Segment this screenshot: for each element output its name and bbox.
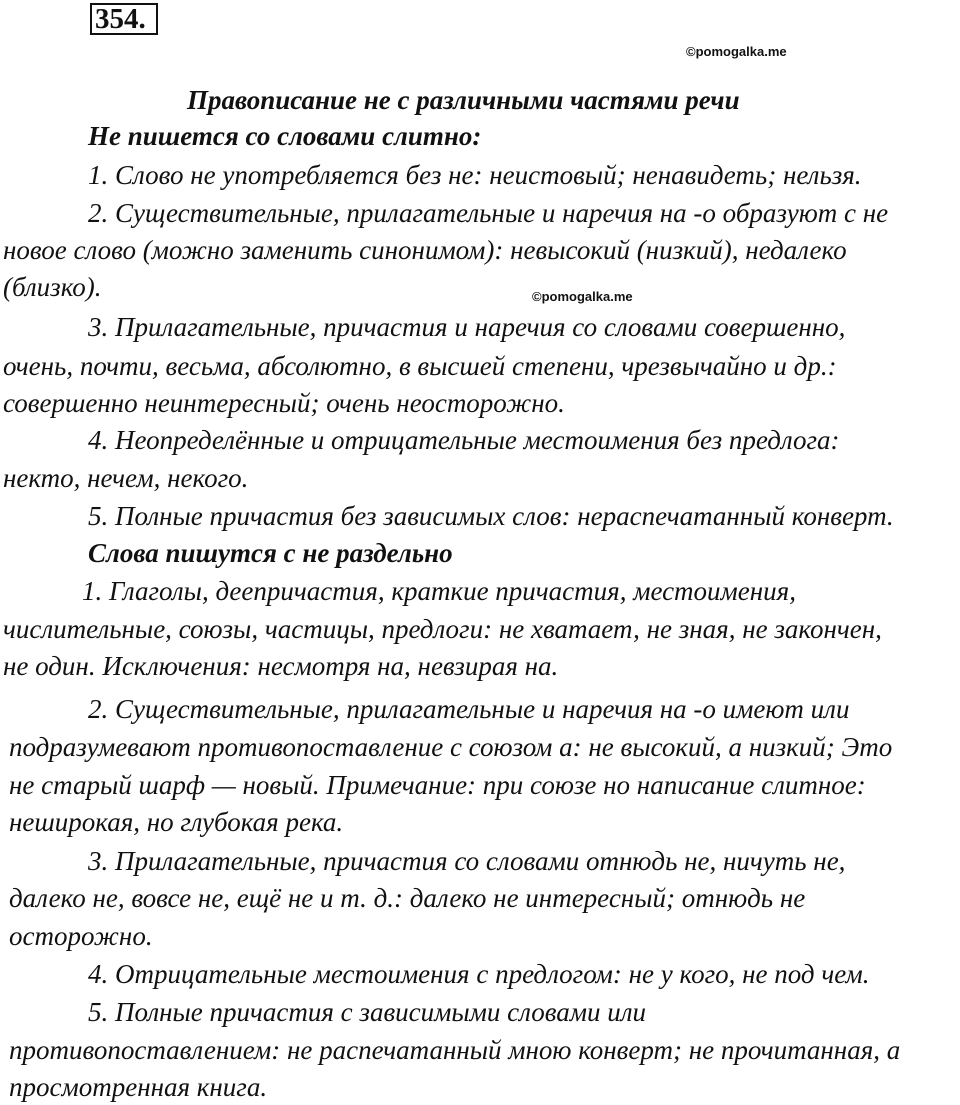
text-line: числительные, союзы, частицы, предлоги: не хватает, не зная, не закончен, <box>3 614 882 644</box>
text-line: неширокая, но глубокая река. <box>9 807 344 837</box>
text-line: 1. Глаголы, деепричастия, краткие причастия, местоимения, <box>82 576 796 606</box>
text-line: новое слово (можно заменить синонимом): невысокий (низкий), недалеко <box>3 235 847 265</box>
text-line: далеко не, вовсе не, ещё не и т. д.: далеко не интересный; отнюдь не <box>9 883 806 913</box>
document-title: Правописание не с различными частями речи <box>187 85 740 115</box>
text-line: некто, нечем, некого. <box>3 463 249 493</box>
watermark: ©pomogalka.me <box>686 44 787 59</box>
text-line: не старый шарф — новый. Примечание: при союзе но написание слитное: <box>9 770 866 800</box>
text-line: подразумевают противопоставление с союзом а: не высокий, а низкий; Это <box>9 732 893 762</box>
section-heading: Не пишется со словами слитно: <box>88 121 482 151</box>
text-line: совершенно неинтересный; очень неосторожно. <box>3 388 565 418</box>
text-line: 5. Полные причастия с зависимыми словами или <box>88 997 647 1027</box>
text-line: 2. Существительные, прилагательные и наречия на -о образуют с не <box>88 198 889 228</box>
text-line: 4. Отрицательные местоимения с предлогом: не у кого, не под чем. <box>88 959 870 989</box>
watermark: ©pomogalka.me <box>532 289 633 304</box>
section-heading: Слова пишутся с не раздельно <box>88 538 453 568</box>
text-line: 1. Слово не употребляется без не: неистовый; ненавидеть; нельзя. <box>88 160 862 190</box>
text-line: 2. Существительные, прилагательные и наречия на -о имеют или <box>88 694 850 724</box>
text-line: очень, почти, весьма, абсолютно, в высшей степени, чрезвычайно и др.: <box>3 351 837 381</box>
text-line: 4. Неопределённые и отрицательные местоимения без предлога: <box>88 425 840 455</box>
text-line: 5. Полные причастия без зависимых слов: нераспечатанный конверт. <box>88 501 894 531</box>
text-line: просмотренная книга. <box>9 1072 268 1102</box>
exercise-number: 354. <box>90 3 158 35</box>
text-line: 3. Прилагательные, причастия со словами отнюдь не, ничуть не, <box>88 846 846 876</box>
text-line: осторожно. <box>9 921 153 951</box>
text-line: (близко). <box>3 272 102 302</box>
text-line: не один. Исключения: несмотря на, невзирая на. <box>3 651 559 681</box>
text-line: противопоставлением: не распечатанный мною конверт; не прочитанная, а <box>9 1035 901 1065</box>
text-line: 3. Прилагательные, причастия и наречия со словами совершенно, <box>88 312 846 342</box>
